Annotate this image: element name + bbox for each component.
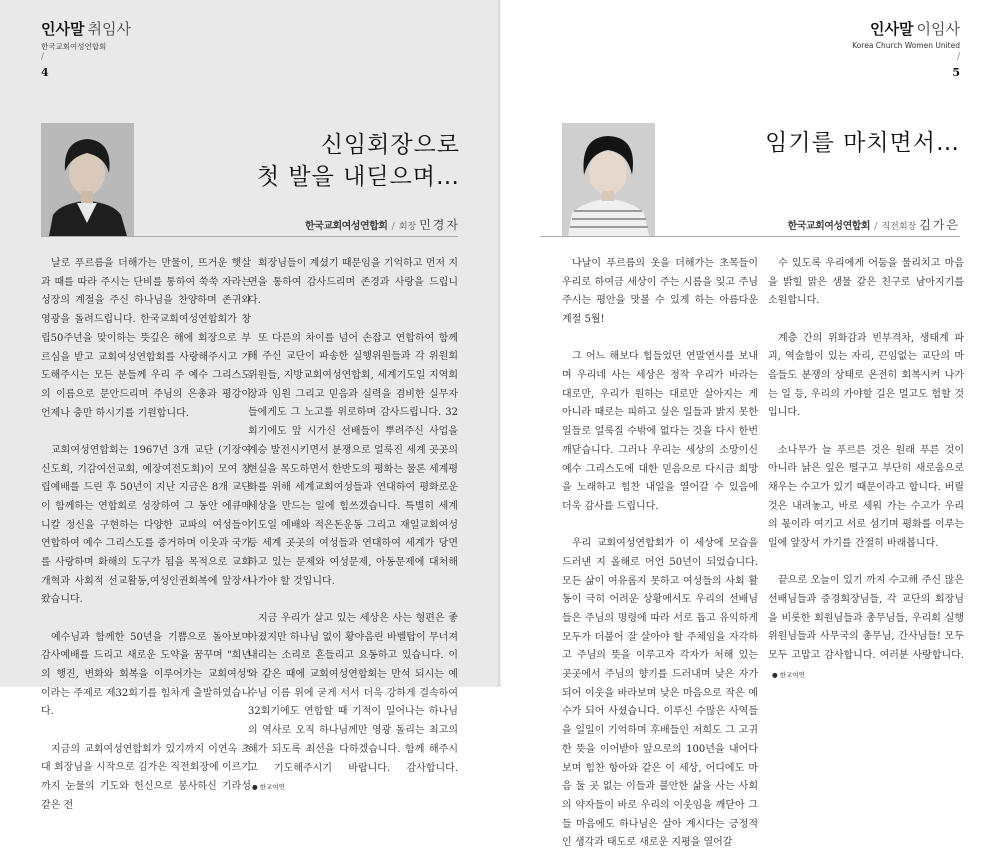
- paragraph: 우리 교회여성연합회가 이 세상에 모습을 드러낸 지 올해로 어언 50년이 되었습니다. 모든 삶이 여유롭지 못하고 여성들의 사회 활동이 극히 어려운 상황에서도 우리의 선배님들은 주님의 명령에 따라 서로 돕고 유익하게 모두가 더불어 잘 살아야 할 주체임을 자각하고 주님의 뜻을 이루고자 각자가 처해 있는 곳곳에서 주님의 향기를 드러내며 낮은 자가 되어 이웃을 바라보며 낮은 마음으로 작은 예수가 되어 사셨습니다. 이루신 수많은 사역들을 일일이 기억하며 후배들인 저희도 그 고귀한 뜻을 이어받아 앞으로의 100년을 내어다 보며 힘찬 항아와 같은 이 세상, 어디에도 마음 둘 곳 없는 이들과 불안한 삶을 사는 사회의 약자들이 바로 우리의 이웃임을 깨닫아 그들 마음에도 하나님은 살아 계시다는 긍정적인 생각과 태도로 새로운 지평을 열어갈: [562, 538, 758, 849]
- page-number: 4: [41, 66, 49, 79]
- paragraph-with-signature: [768, 572, 964, 684]
- paragraph: 나날이 푸르름의 옷을 더해가는 초목들이 우리로 하여금 세상이 주는 시름을 잊고 주님 주시는 평안을 맛볼 수 있게 하는 아름다운 계절 5월!: [562, 258, 758, 326]
- section-title-sub: 이임사: [916, 20, 960, 38]
- article-column-2: [248, 255, 458, 797]
- section-title-sub: 취임사: [87, 20, 131, 38]
- article-column-1: [562, 255, 758, 853]
- section-title: [870, 18, 960, 39]
- header-slash: /: [956, 52, 960, 62]
- section-title-main: 인사말: [870, 20, 914, 38]
- left-page: [0, 0, 500, 811]
- paragraph: 날로 푸르름을 더해가는 만물이, 뜨거운 햇살과 때를 따라 주시는 단비를 통하여 쑥쑥 자라는 성장의 계절을 주신 하나님을 찬양하며 존귀와 영광을 돌려드립니다. 한국교회여성연합회가 창립50주년을 맞이하는 뜻깊은 해에 회장으로 부르심을 받고 교회여성연합회를 사랑해주시고 기도해주시는 모든 분들께 우리 주 예수 그리스도의 이름으로 문안드리며 주님의 은총과 평강이 언제나 충만 하시기를 기원합니다.: [41, 258, 251, 419]
- headline-line-1: 임기를 마치면서…: [765, 130, 960, 156]
- divider: [540, 236, 960, 237]
- paragraph: 수 있도록 우리에게 어둠을 물리치고 마음을 밝힐 맑은 샘물 같은 친구로 남아지기를 소원합니다.: [768, 258, 964, 307]
- headline-line-2: 첫 발을 내딛으며…: [256, 164, 460, 190]
- byline-org: 한국교회여성연합회: [787, 221, 871, 232]
- section-title: [41, 18, 131, 39]
- paragraph-with-signature: [248, 610, 458, 797]
- signature: ● 한교여연: [772, 670, 805, 679]
- paragraph: 회장님들이 계셨기 때문임을 기억하고 먼저 지면을 통하여 감사드리며 존경과 사랑을 드립니다.: [248, 258, 458, 307]
- signature-text: 한교여연: [259, 783, 285, 792]
- divider: [41, 236, 458, 237]
- byline-separator: /: [874, 221, 878, 232]
- paragraph: 교회여성연합회는 1967년 3개 교단 (기장여신도회, 기감여선교회, 예장여전도회)이 모여 창립예배를 드린 후 50년이 지난 지금은 8개 교단이 함께하는 연합회로 성장하여 그 동안 에큐메니칼 정신을 구현하는 다양한 교파의 여성들이 연합하여 예수 그리스도를 증거하며 이웃과 국가를 사랑하며 화해의 도구가 됨을 목적으로 교회개혁과 사회적 선교활동,여성인권회복에 앞장서 왔습니다.: [41, 444, 251, 606]
- paragraph: 지금의 교회여성연합회가 있기까지 이연옥 초대 회장님을 시작으로 김가은 직전회장에 이르기까지 눈물의 기도와 헌신으로 봉사하신 기라성 같은 전: [41, 743, 251, 811]
- portrait-photo: [41, 123, 134, 236]
- portrait-photo: [562, 123, 655, 236]
- paragraph: 계층 간의 위화감과 빈부격차, 생태계 파괴, 역술함이 있는 자리, 끈임없는 교단의 마음들도 분쟁의 상태로 온전히 회복시켜 나가는 일 등, 우리의 가야할 길은 멀고도 험할 것입니다.: [768, 332, 964, 419]
- byline-separator: /: [391, 221, 395, 232]
- paragraph: 소나무가 늘 푸르른 것은 원래 푸른 것이 아니라 낡은 잎은 떨구고 부단히 새로움으로 채우는 수고가 있기 때문이라고 합니다. 버릴 것은 내려놓고, 바로 세워 가는 수고가 우리의 몫이라 여기고 서로 섬기며 평화를 이루는 일에 앞장서 가기를 간절히 바래봅니다.: [768, 444, 964, 550]
- paragraph: 또 다른의 차이를 넘어 손잡고 연합하여 함께해 주신 교단이 파송한 실행위원들과 각 위원회위원들, 지방교회여성연합회, 세계기도일 지역회장과 임원 그리고 믿음과 실력을 겸비한 실무자들에게도 그 노고를 위로하며 감사드립니다. 32회기에도 앞 시가신 선배들이 뿌려주신 사업을 계승 발전시키면서 분쟁으로 얼룩진 세계 곳곳의 현실을 목도하면서 한반도의 평화는 물론 세계평화를 위해 세계교회여성들과 연대하여 평화로운 세상을 만드는 일에 힘쓰겠습니다. 특별히 세계기도일 예배와 적은돈운동 그리고 재일교회여성 등 세계 곳곳의 여성들과 연대하여 세계가 당면하고 있는 문제와 여성문제, 아동문제에 대처해 나가야 할 것입니다.: [248, 332, 458, 587]
- byline: [788, 216, 960, 233]
- paragraph: 그 어느 해보다 힘들었던 연말연시를 보내며 우리네 사는 세상은 정작 우리가 바라는 대로만, 우리가 원하는 대로만 살아지는 게 아니라 때로는 피하고 싶은 일들과 밝지 못한 일들로 얼룩질 수밖에 없다는 것을 다시 한번 깨닫습니다. 그러나 우리는 세상의 소망이신 예수 그리스도에 대한 믿음으로 다시금 희망을 노래하고 힘찬 내일을 열어갈 수 있음에 더욱 감사를 드립니다.: [562, 351, 758, 512]
- page-number: 5: [952, 66, 960, 79]
- section-title-main: 인사말: [41, 20, 85, 38]
- article-column-1: [41, 255, 251, 815]
- header-slash: /: [41, 52, 45, 62]
- page-gutter: [498, 0, 502, 687]
- signature-text: 한교여연: [779, 670, 805, 679]
- byline-role: 회장: [398, 222, 417, 232]
- byline-role: 직전회장: [881, 222, 917, 232]
- signature: ● 한교여연: [252, 783, 285, 792]
- byline-org: 한국교회여성연합회: [305, 221, 388, 232]
- paragraph-text: 끝으로 오늘이 있기 까지 수고해 주신 많은 선배님들과 증경회장님들, 각 교단의 회장님을 비롯한 회원님들과 총무님들, 우리회 실행위원님들과 사무국의 총무님, 간사님들! 모두 모두 고맙고 감사합니다. 여러분 사랑합니다.: [768, 575, 964, 662]
- header-org: 한국교회여성연합회: [41, 42, 107, 51]
- byline-name: 민경자: [419, 218, 460, 232]
- article-column-2: [768, 255, 964, 685]
- byline: [305, 216, 460, 233]
- paragraph-text: 지금 우리가 살고 있는 세상은 사는 형편은 좋아졌지만 하나님 없이 황야음린 바벨탑이 무너져 내리는 소리로 흔들리고 요동하고 있습니다. 이와 같은 때에 교회여성연합회는 만석 되시는 예수님 이름 위에 굳게 서서 더욱 강하게 결속하여 32회기에도 연합할 때 기적이 일어나는 하나님의 역사로 오직 하나님께만 영광 돌리는 최고의 해가 되도록 최선을 다하겠습니다. 함께 해주시고 기도해주시기 바랍니다. 감사합니다.: [248, 612, 458, 774]
- right-page: [500, 0, 1000, 849]
- header-org: Korea Church Women United: [852, 41, 960, 50]
- headline-line-1: 신임회장으로: [320, 132, 460, 158]
- paragraph: 예수님과 함께한 50년을 기쁨으로 돌아보며 감사예배를 드리고 새로운 도약을 꿈꾸며 "희년의 행진, 변화와 회복을 이루어가는 교회여성" 이라는 주제로 제32회기를 힘차게 출발하였습니다.: [41, 631, 251, 718]
- byline-name: 김가은: [919, 218, 960, 232]
